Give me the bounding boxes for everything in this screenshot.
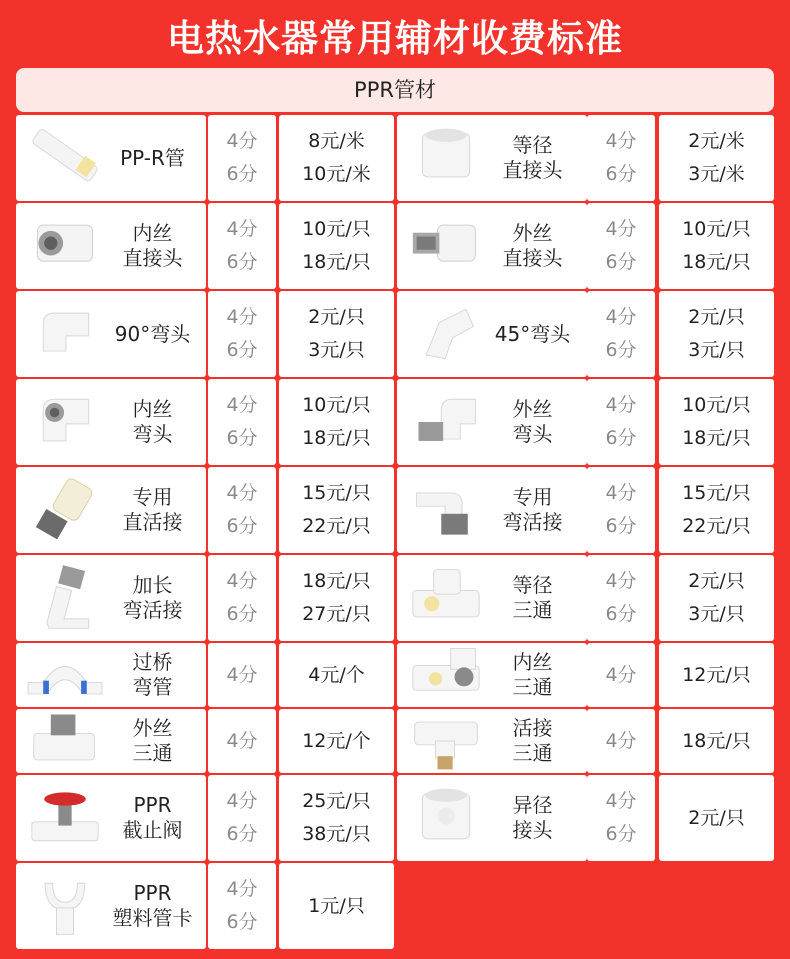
price: 2元/只 3元/只 [688,306,745,361]
pipe-size: 4分 6分 [226,218,258,273]
price: 2元/只 3元/只 [688,570,745,625]
pipe-size: 4分 6分 [605,218,637,273]
price: 8元/米 10元/米 [302,130,371,185]
product-name: 专用 直活接 [122,485,183,534]
tee-icon [401,562,491,634]
product-name: 内丝 弯头 [132,397,173,446]
pipe-size: 4分 6分 [226,130,258,185]
price: 25元/只 38元/只 [302,790,371,845]
pipe-size: 4分 [226,729,258,752]
pipe-clip-icon [20,870,110,942]
price: 10元/只 18元/只 [302,218,371,273]
pipe-size: 4分 6分 [226,878,258,933]
stop-valve-icon [20,782,110,854]
reducer-icon [401,782,491,854]
male-tee-icon [20,705,110,777]
product-name: PPR 塑料管卡 [112,881,193,930]
section-header: PPR管材 [16,68,774,112]
price: 15元/只 22元/只 [302,482,371,537]
product-name: 活接 三通 [512,716,553,765]
female-elbow-icon [20,386,110,458]
product-name: 加长 弯活接 [122,573,183,622]
pipe-size: 4分 6分 [226,482,258,537]
pipe-size: 4分 [605,663,637,686]
elbow-90-icon [20,298,110,370]
price: 15元/只 22元/只 [682,482,751,537]
pipe-size: 4分 6分 [605,570,637,625]
price: 1元/只 [308,894,365,917]
pipe-size: 4分 6分 [605,482,637,537]
price: 4元/个 [308,663,365,686]
product-name: 过桥 弯管 [132,650,173,699]
straight-union-icon [20,474,110,546]
product-name: PPR 截止阀 [122,793,183,842]
male-elbow-icon [401,386,491,458]
union-tee-icon [401,705,491,777]
pipe-size: 4分 6分 [226,394,258,449]
product-name: 45°弯头 [494,321,571,346]
price: 12元/只 [682,663,751,686]
price: 12元/个 [302,729,371,752]
female-coupling-icon [20,210,110,282]
price: 18元/只 27元/只 [302,570,371,625]
coupling-icon [401,122,491,194]
product-name: 90°弯头 [114,321,191,346]
elbow-45-icon [401,298,491,370]
product-name: 等径 直接头 [502,133,563,182]
product-name: 异径 接头 [512,793,553,842]
product-name: 外丝 弯头 [512,397,553,446]
pipe-icon [20,122,110,194]
product-name: 内丝 三通 [512,650,553,699]
price: 2元/米 3元/米 [688,130,745,185]
pipe-size: 4分 6分 [605,130,637,185]
price: 2元/只 3元/只 [308,306,365,361]
elbow-union-icon [401,474,491,546]
female-tee-icon [401,639,491,711]
product-name: 外丝 三通 [132,716,173,765]
price: 10元/只 18元/只 [682,218,751,273]
pipe-size: 4分 6分 [605,306,637,361]
pipe-size: 4分 6分 [605,790,637,845]
pipe-size: 4分 [605,729,637,752]
pipe-size: 4分 6分 [226,306,258,361]
price: 10元/只 18元/只 [682,394,751,449]
product-name: 等径 三通 [512,573,553,622]
pipe-size: 4分 6分 [226,570,258,625]
bridge-bend-icon [20,639,110,711]
price: 18元/只 [682,729,751,752]
pipe-size: 4分 6分 [226,790,258,845]
price: 10元/只 18元/只 [302,394,371,449]
pipe-size: 4分 6分 [605,394,637,449]
pipe-size: 4分 [226,663,258,686]
product-name: 外丝 直接头 [502,221,563,270]
product-name: PP-R管 [120,145,185,170]
page-title: 电热水器常用辅材收费标准 [167,17,623,60]
product-name: 专用 弯活接 [502,485,563,534]
long-elbow-union-icon [20,562,110,634]
male-coupling-icon [401,210,491,282]
product-name: 内丝 直接头 [122,221,183,270]
price: 2元/只 [688,806,745,829]
